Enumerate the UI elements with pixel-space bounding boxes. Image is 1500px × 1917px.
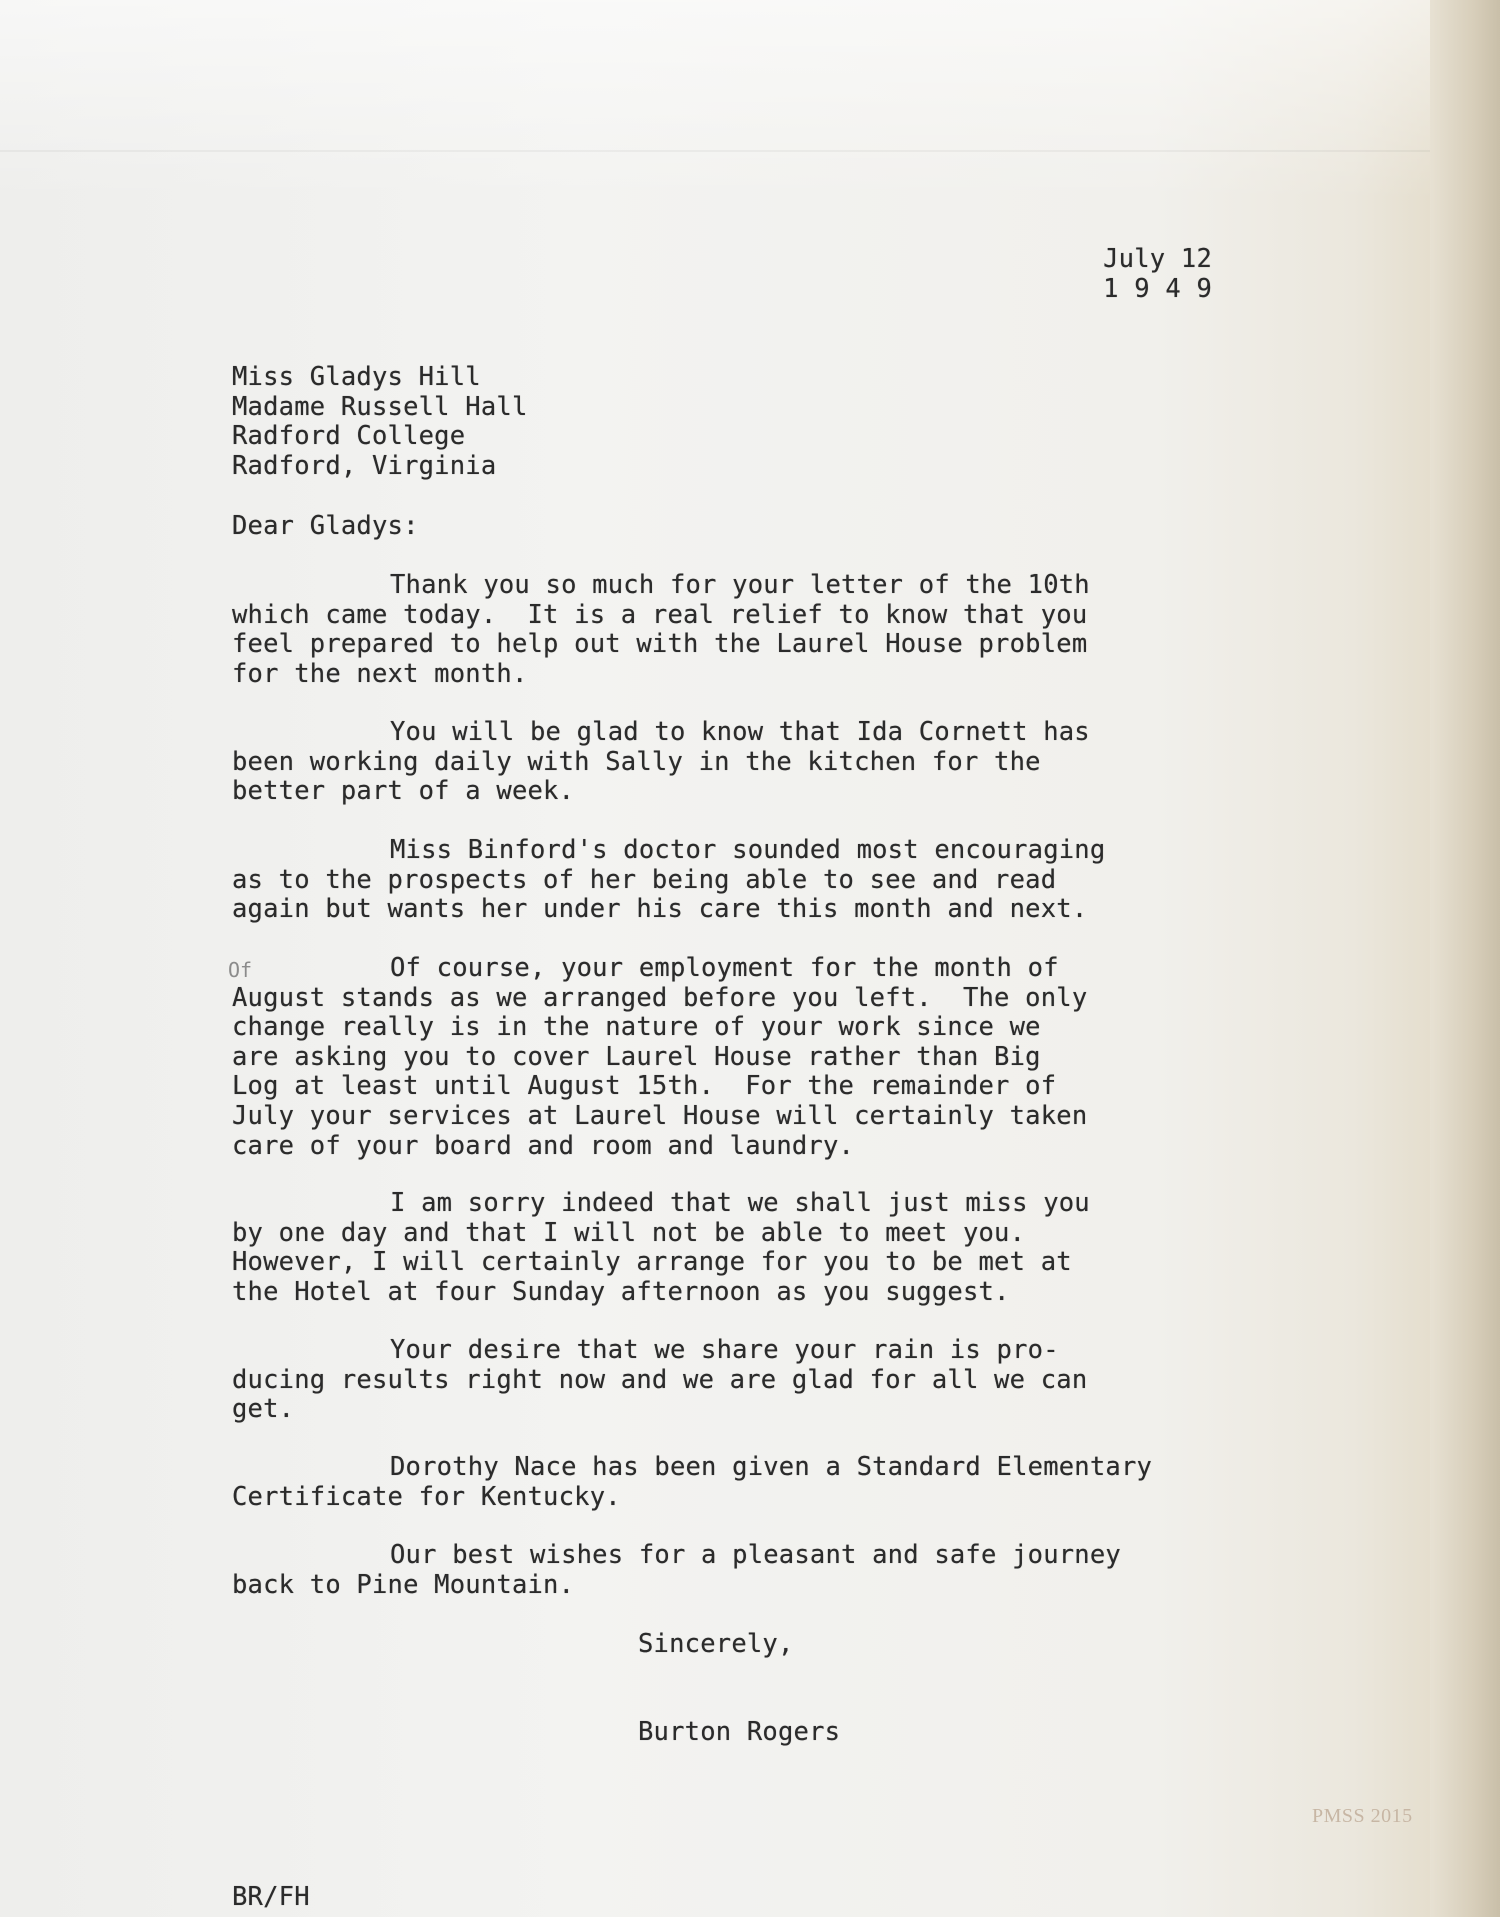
- archive-watermark: PMSS 2015: [1312, 1805, 1413, 1827]
- salutation: Dear Gladys:: [232, 511, 419, 541]
- recipient-address: [232, 363, 528, 481]
- paragraph-7: [232, 1453, 1152, 1512]
- paragraph-3-rest: as to the prospects of her being able to see and read again but wants her under his care this month and next.: [232, 864, 1088, 925]
- paper-crease: [0, 150, 1440, 152]
- date-block: [1103, 245, 1212, 304]
- paragraph-2: [232, 718, 1090, 807]
- paragraph-5: [232, 1189, 1090, 1307]
- closing: Sincerely,: [638, 1629, 794, 1659]
- paragraph-8-rest: back to Pine Mountain.: [232, 1569, 575, 1600]
- paragraph-1-rest: which came today. It is a real relief to know that you feel prepared to help out with the Laurel House problem for the next month.: [232, 599, 1088, 689]
- paragraph-6-rest: ducing results right now and we are glad for all we can get.: [232, 1364, 1088, 1425]
- date-year: 1 9 4 9: [1103, 273, 1212, 304]
- address-line-3: Radford College: [232, 421, 466, 452]
- paragraph-8: [232, 1541, 1121, 1600]
- paragraph-7-first: Dorothy Nace has been given a Standard Elementary: [390, 1452, 1153, 1482]
- margin-correction-note: Of: [228, 958, 253, 982]
- signature-name: Burton Rogers: [638, 1717, 841, 1747]
- address-line-2: Madame Russell Hall: [232, 391, 528, 422]
- paragraph-1-first: Thank you so much for your letter of the 10th: [390, 570, 1090, 600]
- paragraph-8-first: Our best wishes for a pleasant and safe journey: [390, 1540, 1121, 1570]
- paragraph-4-rest: August stands as we arranged before you left. The only change really is in the nature of your work since we are asking you to cover Laurel House rather than Big Log at least until August 15th. For the remainder of July your services at Laurel House will certainly taken care of your board and room and laundry.: [232, 982, 1088, 1161]
- paragraph-2-first: You will be glad to know that Ida Cornett has: [390, 717, 1090, 747]
- date-month-day: July 12: [1103, 244, 1212, 274]
- paragraph-5-first: I am sorry indeed that we shall just miss you: [390, 1188, 1090, 1218]
- paragraph-2-rest: been working daily with Sally in the kitchen for the better part of a week.: [232, 746, 1041, 807]
- paragraph-5-rest: by one day and that I will not be able to meet you. However, I will certainly arrange for you to be met at the Hotel at four Sunday afternoon as you suggest.: [232, 1217, 1072, 1307]
- paragraph-1: [232, 571, 1090, 689]
- paragraph-3-first: Miss Binford's doctor sounded most encouraging: [390, 835, 1106, 865]
- typist-initials: BR/FH: [232, 1882, 310, 1912]
- paragraph-6: [232, 1336, 1087, 1425]
- paragraph-4: [232, 954, 1087, 1161]
- paragraph-3: [232, 836, 1105, 925]
- address-line-1: Miss Gladys Hill: [232, 362, 481, 392]
- paragraph-6-first: Your desire that we share your rain is pro-: [390, 1335, 1059, 1365]
- address-line-4: Radford, Virginia: [232, 450, 497, 481]
- paragraph-4-first: Of course, your employment for the month of: [390, 953, 1059, 983]
- paper-edge: [1430, 0, 1500, 1917]
- paragraph-7-rest: Certificate for Kentucky.: [232, 1481, 621, 1512]
